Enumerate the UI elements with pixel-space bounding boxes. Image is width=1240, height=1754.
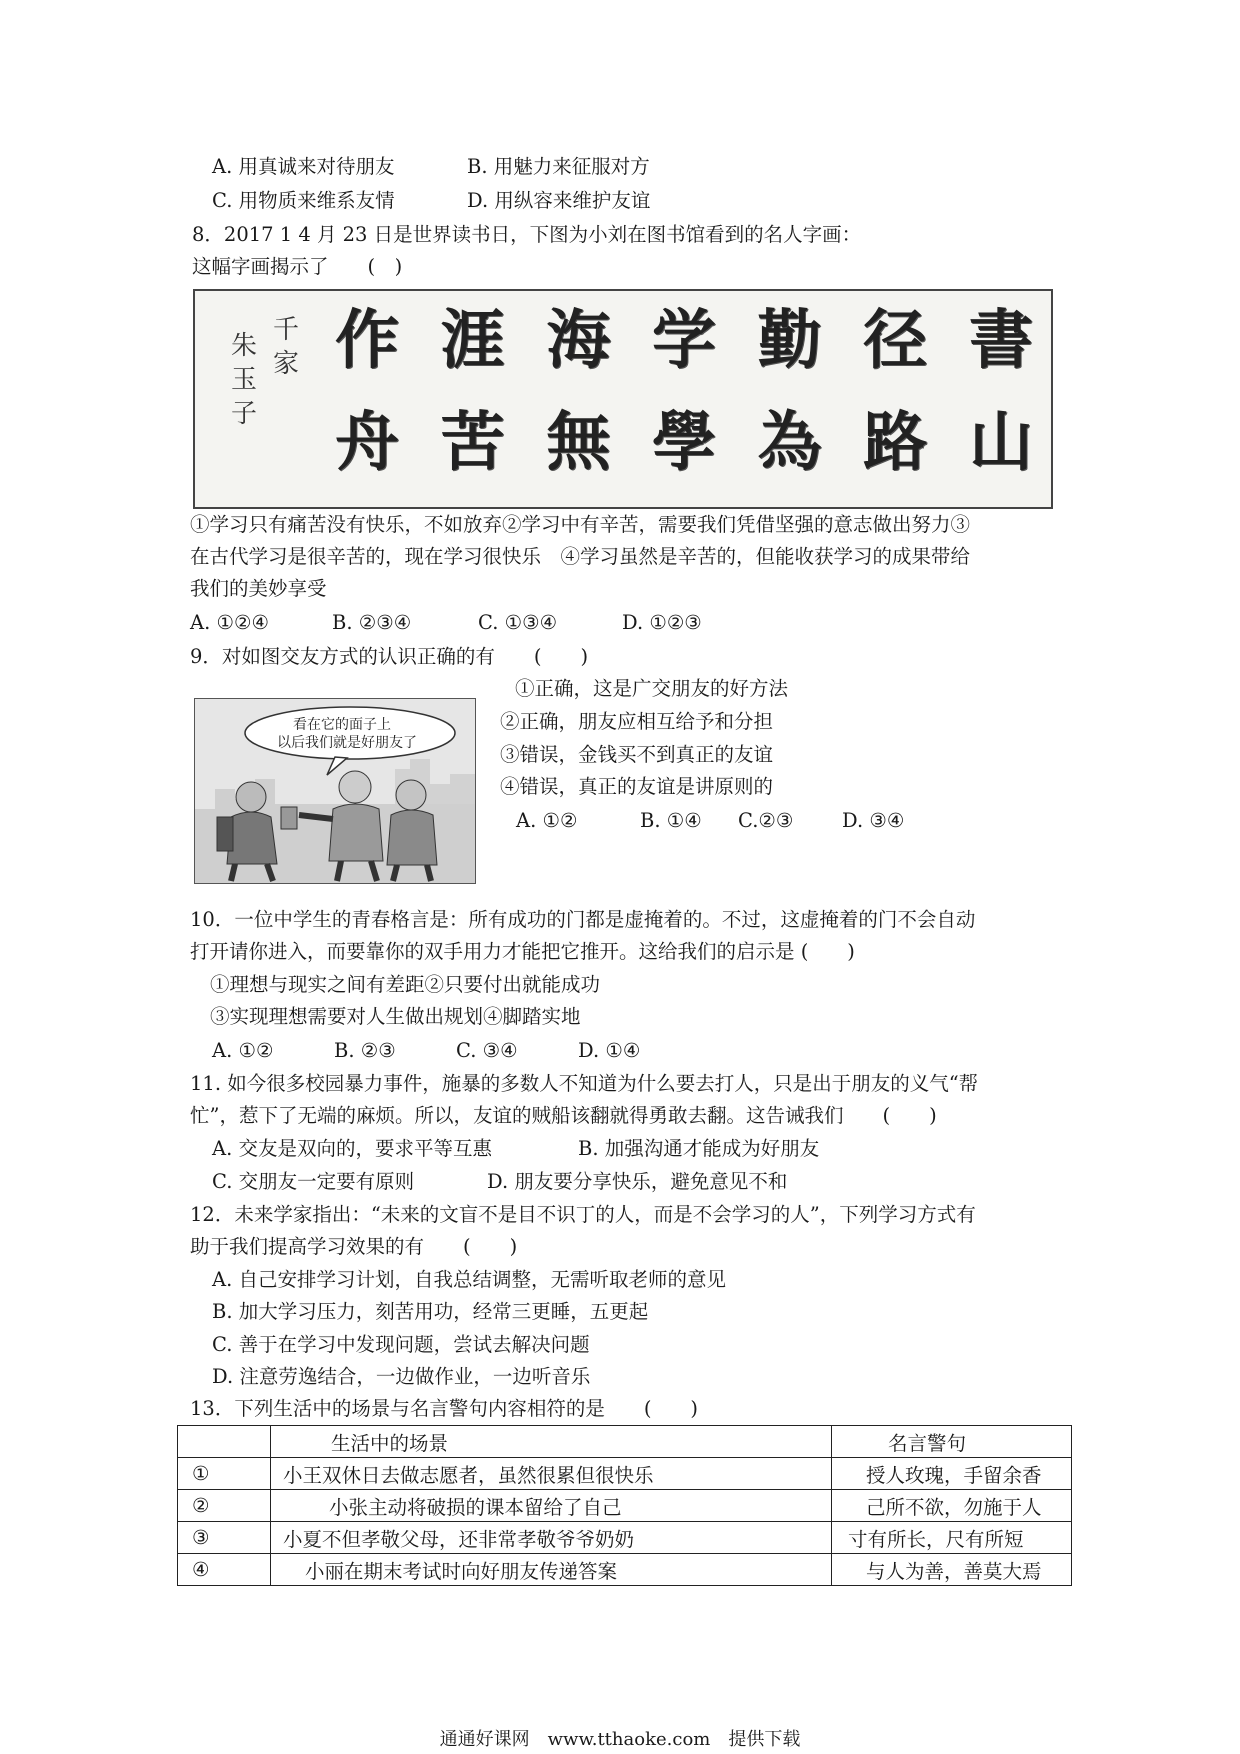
q10-stem-line2: 打开请你进入，而要靠你的双手用力才能把它推开。这给我们的启示是 ( ) (190, 940, 855, 963)
q9-option-d: D. ③④ (842, 809, 905, 832)
q9-choice-2: ②正确，朋友应相互给予和分担 (500, 710, 774, 733)
table-row (178, 1554, 1072, 1586)
cartoon-drawing (195, 699, 475, 883)
q8-stem-line1: 8．2017 1 4 月 23 日是世界读书日，下图为小刘在图书馆看到的名人字画： (192, 223, 862, 246)
row-quote: 寸有所长，尺有所短 (832, 1522, 1072, 1554)
q9-stem: 9．对如图交友方式的认识正确的有 ( ) (190, 645, 589, 668)
q11-option-d: D. 朋友要分享快乐，避免意见不和 (487, 1170, 788, 1193)
q12-option-b: B. 加大学习压力，刻苦用功，经常三更睡，五更起 (212, 1300, 649, 1323)
page-footer: 通通好课网 www.tthaoke.com 提供下载 (439, 1729, 801, 1750)
q11-option-a: A. 交友是双向的，要求平等互惠 (212, 1137, 492, 1160)
q10-option-b: B. ②③ (334, 1039, 396, 1062)
q11-stem-line2: 忙”，惹下了无端的麻烦。所以，友谊的贼船该翻就得勇敢去翻。这告诫我们 ( ) (190, 1104, 937, 1127)
q12-option-c: C. 善于在学习中发现问题，尝试去解决问题 (212, 1333, 590, 1356)
row-scene: 小张主动将破损的课本留给了自己 (271, 1490, 832, 1522)
row-quote: 授人玫瑰，手留余香 (832, 1458, 1072, 1490)
q8-statement-line2: 在古代学习是很辛苦的，现在学习很快乐 ④学习虽然是辛苦的，但能收获学习的成果带给 (190, 545, 971, 568)
calligraphy-image (193, 289, 1053, 509)
q8-stem-line2: 这幅字画揭示了 ( ) (192, 255, 403, 278)
q8-statement-line1: ①学习只有痛苦没有快乐，不如放弃②学习中有辛苦，需要我们凭借坚强的意志做出努力③ (190, 513, 971, 536)
row-scene: 小王双休日去做志愿者，虽然很累但很快乐 (271, 1458, 832, 1490)
q10-stem-line1: 10．一位中学生的青春格言是：所有成功的门都是虚掩着的。不过，这虚掩着的门不会自动 (190, 908, 976, 931)
q9-choice-4: ④错误，真正的友谊是讲原则的 (500, 775, 774, 798)
q10-option-d: D. ①④ (578, 1039, 641, 1062)
bubble-line1: 看在它的面子上 (293, 717, 391, 733)
table-header-scene: 生活中的场景 (271, 1426, 832, 1458)
q9-option-b: B. ①④ (640, 809, 702, 832)
q10-option-a: A. ①② (212, 1039, 274, 1062)
table-row (178, 1458, 1072, 1490)
q8-option-a: A. ①②④ (190, 611, 269, 634)
row-num: ② (178, 1490, 271, 1522)
q12-stem-line2: 助于我们提高学习效果的有 ( ) (190, 1235, 518, 1258)
row-scene: 小夏不但孝敬父母，还非常孝敬爷爷奶奶 (271, 1522, 832, 1554)
q12-stem-line1: 12．未来学家指出：“未来的文盲不是目不识丁的人，而是不会学习的人”，下列学习方式有 (190, 1203, 976, 1226)
q8-option-b: B. ②③④ (332, 611, 412, 634)
q9-option-c: C.②③ (738, 809, 794, 832)
q8-option-c: C. ①③④ (478, 611, 558, 634)
friendship-cartoon (194, 698, 476, 884)
row-num: ① (178, 1458, 271, 1490)
q7-option-a: A. 用真诚来对待朋友 (212, 155, 395, 178)
row-scene: 小丽在期末考试时向好朋友传递答案 (271, 1554, 832, 1586)
q10-choice-line2: ③实现理想需要对人生做出规划④脚踏实地 (210, 1005, 581, 1028)
q11-stem-line1: 11. 如今很多校园暴力事件，施暴的多数人不知道为什么要去打人，只是出于朋友的义气“帮 (190, 1072, 979, 1095)
q11-option-b: B. 加强沟通才能成为好朋友 (578, 1137, 820, 1160)
q10-option-c: C. ③④ (456, 1039, 518, 1062)
table-header-row (178, 1426, 1072, 1458)
q7-option-d: D. 用纵容来维护友谊 (467, 189, 651, 212)
q12-option-d: D. 注意劳逸结合，一边做作业，一边听音乐 (212, 1365, 591, 1388)
row-num: ④ (178, 1554, 271, 1586)
q13-stem: 13．下列生活中的场景与名言警句内容相符的是 ( ) (190, 1397, 699, 1420)
q9-choice-3: ③错误，金钱买不到真正的友谊 (500, 743, 774, 766)
table-row (178, 1522, 1072, 1554)
bubble-line2: 以后我们就是好朋友了 (277, 735, 417, 751)
q9-option-a: A. ①② (516, 809, 578, 832)
q9-choice-1: ①正确，这是广交朋友的好方法 (515, 677, 789, 700)
calligraphy-signature: 千 家 朱 玉 子 (231, 315, 300, 429)
q8-option-d: D. ①②③ (622, 611, 702, 634)
table-row (178, 1490, 1072, 1522)
q7-option-c: C. 用物质来维系友情 (212, 189, 395, 212)
q10-choice-line1: ①理想与现实之间有差距②只要付出就能成功 (210, 973, 601, 996)
row-quote: 与人为善，善莫大焉 (832, 1554, 1072, 1586)
row-num: ③ (178, 1522, 271, 1554)
table-header-num (178, 1426, 271, 1458)
q11-option-c: C. 交朋友一定要有原则 (212, 1170, 415, 1193)
q13-table (177, 1425, 1072, 1586)
q8-statement-line3: 我们的美妙享受 (190, 577, 327, 600)
row-quote: 己所不欲，勿施于人 (832, 1490, 1072, 1522)
q12-option-a: A. 自己安排学习计划，自我总结调整，无需听取老师的意见 (212, 1268, 726, 1291)
table-header-quote: 名言警句 (832, 1426, 1072, 1458)
q7-option-b: B. 用魅力来征服对方 (467, 155, 650, 178)
calligraphy-row-bottom: 舟 苦 無 學 為 路 山 (335, 405, 1033, 480)
calligraphy-row-top: 作 涯 海 学 勤 径 書 (335, 303, 1033, 378)
